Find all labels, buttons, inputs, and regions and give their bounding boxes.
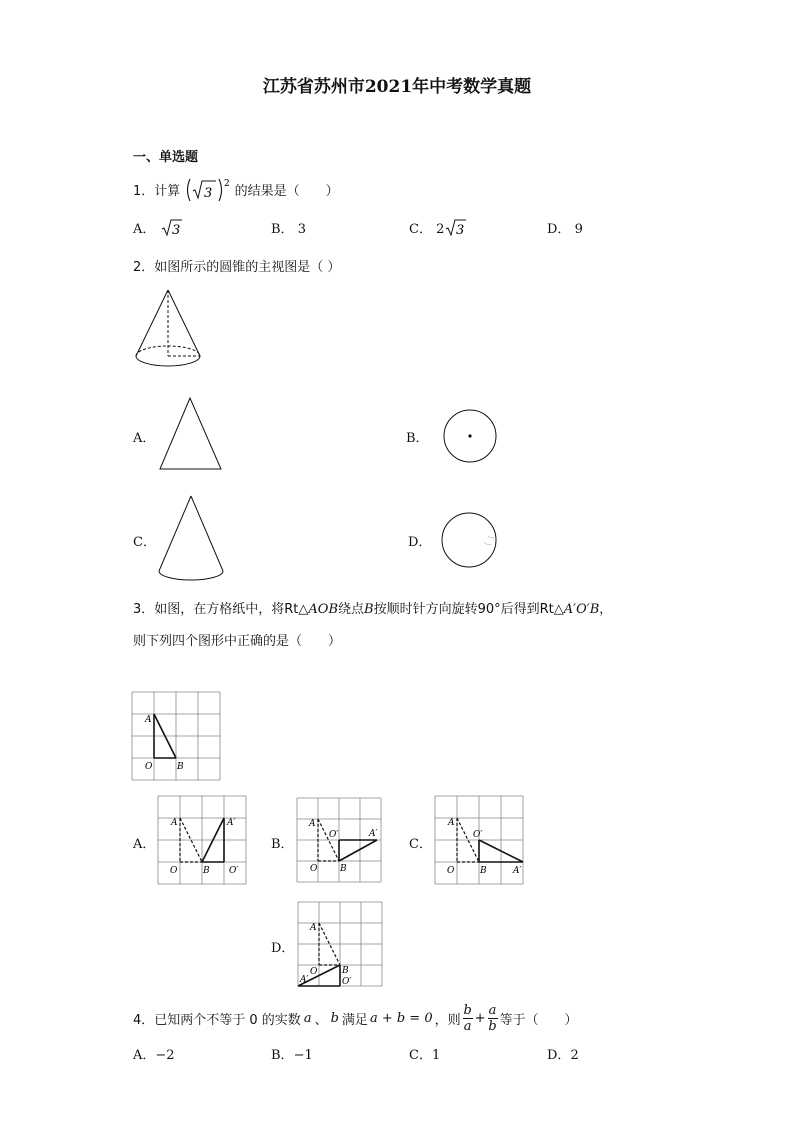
q3-option-d-grid[interactable] — [294, 898, 386, 990]
q3-option-c-grid[interactable] — [431, 792, 529, 888]
q3-text-c: 按顺时针方向旋转90°后得到Rt△ — [373, 602, 564, 617]
label-a: A — [448, 818, 455, 828]
q1-option-b[interactable] — [271, 218, 306, 237]
page-title: 江苏省苏州市2021年中考数学真题 — [262, 77, 532, 97]
q1-suffix: 的结果是（ ） — [234, 184, 339, 199]
q4-option-b[interactable] — [271, 1044, 313, 1063]
section-heading: 一、单选题 — [133, 150, 199, 165]
q2-option-c-cone[interactable] — [157, 494, 227, 582]
q3-reference-grid — [128, 688, 226, 784]
label-o: O — [310, 864, 318, 874]
q2-option-c-label[interactable]: C． — [133, 535, 156, 550]
option-value: 3 — [171, 223, 180, 238]
label-b: B — [342, 966, 349, 976]
q3-ref-label-b: B — [177, 762, 184, 772]
q4-then: ，则 — [434, 1012, 461, 1028]
q3-text-b: 绕点 — [338, 602, 365, 617]
q3-triangle-aob: AOB — [308, 602, 339, 617]
label-a-prime: A′ — [513, 866, 522, 876]
q2-option-b-circle-with-dot[interactable] — [441, 408, 499, 466]
q1-option-c[interactable] — [409, 218, 466, 238]
q4-plus: + — [474, 1010, 486, 1026]
label-a-prime: A′ — [227, 818, 236, 828]
sqrt-symbol — [160, 218, 182, 238]
q4-fraction-2 — [488, 1003, 498, 1034]
q2-option-a-triangle[interactable] — [158, 396, 224, 472]
label-o-prime: O′ — [229, 866, 239, 876]
question-3-line-1 — [133, 598, 612, 617]
label-b: B — [480, 866, 487, 876]
q4-equation: a + b = 0 — [369, 1010, 433, 1026]
cone-figure — [133, 288, 203, 370]
q4-option-a[interactable] — [133, 1044, 175, 1063]
q3-ref-label-a: A — [145, 715, 152, 725]
q3-option-d-label[interactable]: D． — [271, 941, 295, 956]
option-value: 2 — [570, 1048, 579, 1063]
label-a: A — [310, 923, 317, 933]
option-value: 3 — [297, 222, 306, 237]
option-letter: B． — [271, 222, 294, 237]
option-value: −1 — [293, 1048, 313, 1063]
q3-text-d: ， — [599, 602, 613, 617]
fraction-denominator: a — [463, 1018, 472, 1034]
label-o: O — [170, 866, 178, 876]
sqrt-symbol — [444, 218, 466, 238]
question-4 — [133, 1000, 578, 1036]
q1-option-a[interactable] — [133, 218, 182, 238]
q4-separator: 、 — [314, 1012, 328, 1028]
q1-sqrt-arg: 3 — [204, 186, 213, 201]
label-a-prime: A′ — [369, 829, 378, 839]
option-value: −2 — [155, 1048, 175, 1063]
q1-power: 2 — [224, 179, 231, 189]
q3-option-a-label[interactable]: A． — [133, 837, 156, 852]
q3-option-c-label[interactable]: C． — [409, 837, 432, 852]
label-a: A — [309, 819, 316, 829]
option-letter: A． — [133, 222, 156, 237]
q2-option-d-circle[interactable] — [440, 512, 502, 570]
q3-ref-label-o: O — [145, 762, 153, 772]
option-letter: A． — [133, 1048, 156, 1063]
label-o-prime: O′ — [342, 977, 352, 987]
q4-suffix: 等于（ ） — [499, 1012, 578, 1028]
q3-option-b-label[interactable]: B． — [271, 837, 294, 852]
option-letter: C． — [409, 222, 432, 237]
fraction-denominator: b — [488, 1018, 497, 1034]
q4-option-d[interactable] — [547, 1044, 579, 1063]
option-letter: C． — [409, 1048, 432, 1063]
question-2: 2．如图所示的圆锥的主视图是（ ） — [133, 260, 341, 275]
option-value: 9 — [574, 222, 583, 237]
q3-option-a-grid[interactable] — [154, 792, 252, 888]
option-letter: D． — [547, 222, 571, 237]
label-a: A — [171, 818, 178, 828]
label-o-prime: O′ — [329, 830, 339, 840]
q4-option-c[interactable] — [409, 1044, 440, 1063]
option-letter: D． — [547, 1048, 571, 1063]
q3-option-b-grid[interactable] — [293, 794, 389, 884]
q2-option-b-label[interactable]: B． — [406, 431, 429, 446]
question-3-line-2: 则下列四个图形中正确的是（ ） — [133, 634, 342, 649]
q2-option-d-label[interactable]: D． — [408, 535, 432, 550]
question-1 — [133, 177, 339, 203]
option-letter: B． — [271, 1048, 294, 1063]
fraction-numerator: b — [463, 1002, 472, 1018]
option-coef: 2 — [436, 222, 445, 237]
q3-text-a: 3．如图，在方格纸中，将Rt△ — [133, 602, 309, 617]
q4-prefix: 4．已知两个不等于 0 的实数 — [133, 1012, 301, 1028]
label-a-prime: A′ — [300, 975, 309, 985]
q4-fraction-1 — [463, 1003, 473, 1034]
q1-prefix: 1．计算 — [133, 184, 181, 199]
q4-var-b: b — [330, 1010, 339, 1026]
q4-mid: 满足 — [341, 1012, 368, 1028]
label-b: B — [203, 866, 210, 876]
q3-point-b: B — [364, 602, 374, 617]
q4-var-a: a — [303, 1010, 312, 1026]
q2-option-a-label[interactable]: A． — [133, 431, 156, 446]
label-o: O — [447, 866, 455, 876]
q1-expression — [184, 177, 230, 203]
label-o-prime: O′ — [473, 830, 483, 840]
label-b: B — [340, 864, 347, 874]
q1-option-d[interactable] — [547, 218, 583, 237]
option-value: 3 — [456, 223, 465, 238]
option-value: 1 — [431, 1048, 441, 1063]
q3-triangle-a2o2b: A′O′B — [563, 602, 600, 617]
label-o: O — [310, 967, 318, 977]
fraction-numerator: a — [488, 1002, 497, 1018]
